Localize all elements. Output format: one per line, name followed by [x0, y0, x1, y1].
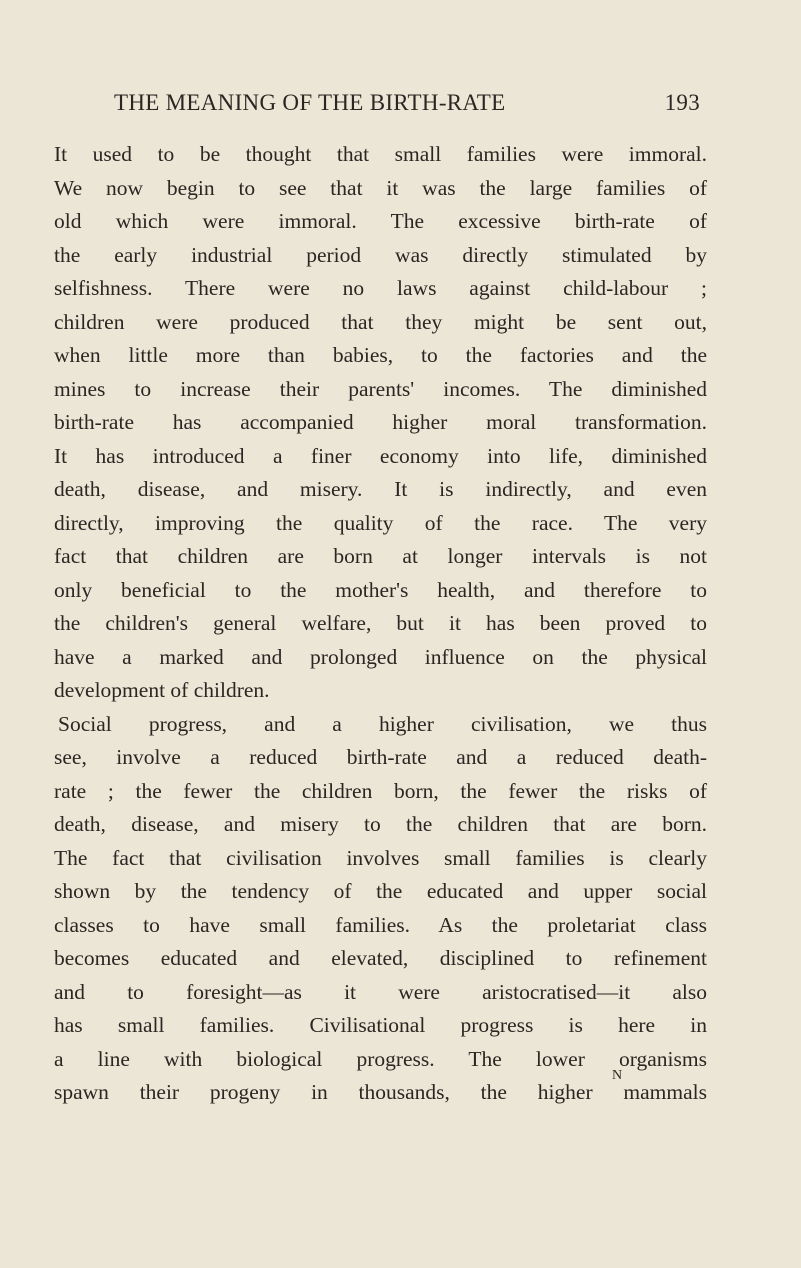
- text-line: children were produced that they might be sent out,: [54, 309, 707, 334]
- body-text: [54, 138, 707, 1110]
- text-line: The fact that civilisation involves small families is clearly: [54, 845, 707, 870]
- text-line: mines to increase their parents' incomes. The diminished: [54, 376, 707, 401]
- text-line: It used to be thought that small families were immoral.: [54, 142, 707, 166]
- text-line: classes to have small families. As the proletariat class: [54, 912, 707, 937]
- text-line: see, involve a reduced birth-rate and a reduced death-: [54, 745, 707, 769]
- text-line: selfishness. There were no laws against child-labour ;: [54, 276, 707, 300]
- text-line: have a marked and prolonged influence on the physical: [54, 644, 707, 669]
- text-line: rate ; the fewer the children born, the fewer the risks of: [54, 778, 707, 803]
- signature-mark: N: [612, 1068, 623, 1083]
- running-head: [114, 90, 700, 116]
- text-line: only beneficial to the mother's health, and therefore to: [54, 577, 707, 602]
- text-line: We now begin to see that it was the large families of: [54, 175, 707, 200]
- text-line: birth-rate has accompanied higher moral transformation.: [54, 410, 707, 434]
- running-head-title: THE MEANING OF THE BIRTH-RATE: [114, 90, 506, 115]
- text-line: spawn their progeny in thousands, the higher mammals: [54, 1080, 707, 1104]
- text-line: the children's general welfare, but it has been proved to: [54, 611, 707, 635]
- text-line: It has introduced a finer economy into life, diminished: [54, 443, 707, 468]
- text-line: when little more than babies, to the factories and the: [54, 343, 707, 367]
- text-line: Social progress, and a higher civilisation, we thus: [58, 711, 707, 736]
- text-line: death, disease, and misery. It is indirectly, and even: [54, 477, 707, 501]
- text-line: shown by the tendency of the educated and upper social: [54, 879, 707, 903]
- text-line: and to foresight—as it were aristocratised—it also: [54, 979, 707, 1004]
- page-number: 193: [664, 90, 700, 115]
- text-line: fact that children are born at longer intervals is not: [54, 544, 707, 568]
- text-line: death, disease, and misery to the children that are born.: [54, 812, 707, 836]
- text-line: has small families. Civilisational progress is here in: [54, 1013, 707, 1037]
- text-line: a line with biological progress. The lower organisms: [54, 1046, 707, 1071]
- text-line: becomes educated and elevated, disciplined to refinement: [54, 946, 707, 970]
- text-line: the early industrial period was directly stimulated by: [54, 242, 707, 267]
- text-line: old which were immoral. The excessive birth-rate of: [54, 209, 707, 233]
- text-line: development of children.: [54, 678, 270, 702]
- text-line: directly, improving the quality of the race. The very: [54, 510, 707, 535]
